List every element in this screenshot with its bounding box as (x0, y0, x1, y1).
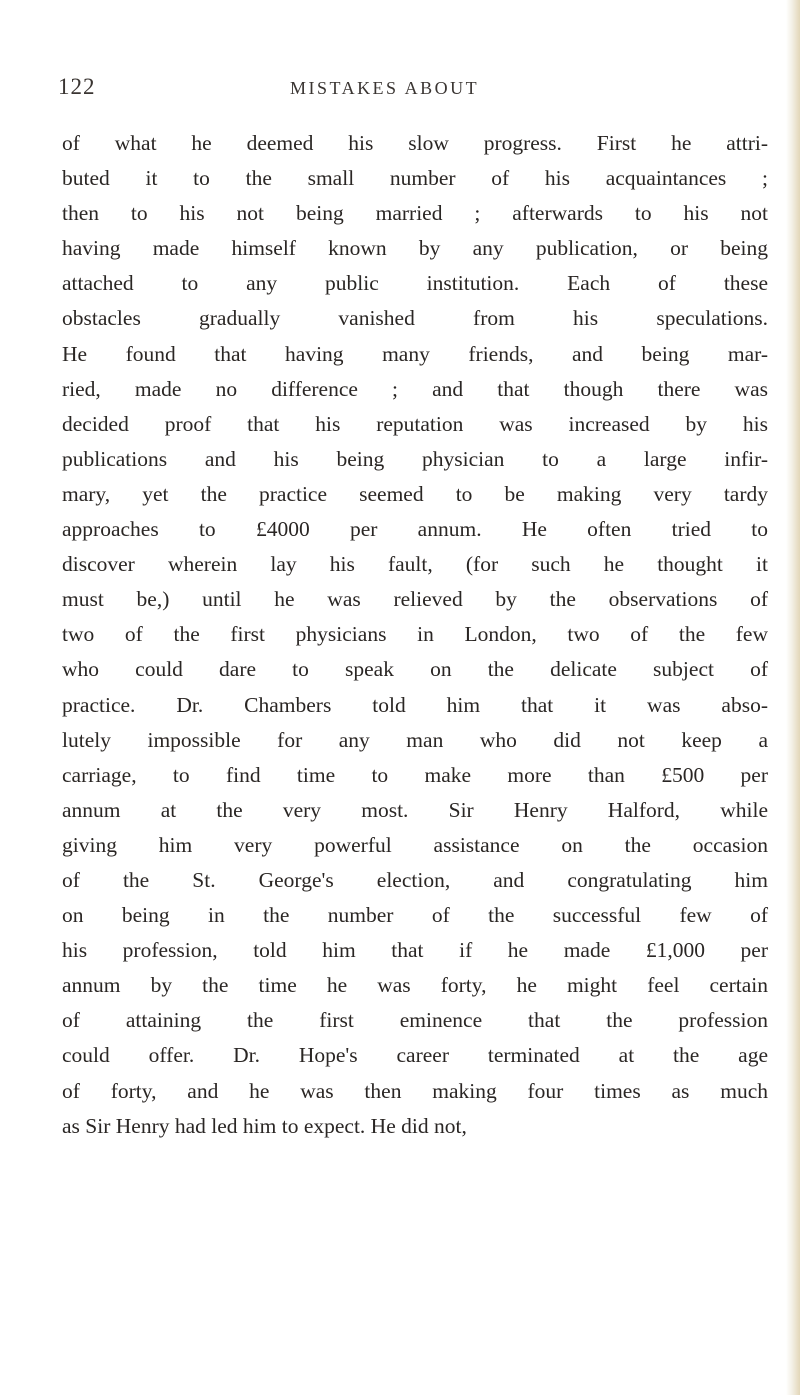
text-line: of attaining the first eminence that the profession (62, 1008, 768, 1033)
text-line: publications and his being physician to a large infir- (62, 446, 768, 471)
text-line: annum at the very most. Sir Henry Halford, while (62, 797, 768, 822)
text-line: on being in the number of the successful few of (62, 903, 768, 928)
text-line: of the St. George's election, and congratulating him (62, 867, 768, 892)
text-line: ried, made no difference ; and that though there was (62, 376, 768, 401)
text-line: then to his not being married ; afterwards to his not (62, 201, 768, 226)
text-line: having made himself known by any publication, or being (62, 236, 768, 261)
page-header (58, 70, 748, 110)
text-line: of forty, and he was then making four times as much (62, 1078, 768, 1103)
text-line: of what he deemed his slow progress. First he attri- (62, 131, 768, 155)
page-edge (786, 0, 800, 1395)
text-line: He found that having many friends, and being mar- (62, 341, 768, 366)
text-line: his profession, told him that if he made £1,000 per (62, 938, 768, 963)
text-line: annum by the time he was forty, he might feel certain (62, 973, 768, 998)
text-line: approaches to £4000 per annum. He often tried to (62, 517, 768, 542)
text-line: discover wherein lay his fault, (for such he thought it (62, 552, 768, 577)
text-line: practice. Dr. Chambers told him that it was abso- (62, 692, 768, 717)
text-line: who could dare to speak on the delicate subject of (62, 657, 768, 682)
text-line: could offer. Dr. Hope's career terminated at the age (62, 1043, 768, 1068)
text-line: buted it to the small number of his acquaintances ; (62, 166, 768, 191)
text-line: decided proof that his reputation was increased by his (62, 411, 768, 436)
text-line: attached to any public institution. Each of these (62, 271, 768, 296)
body-text (62, 126, 768, 1144)
text-line: must be,) until he was relieved by the observations of (62, 587, 768, 612)
running-head: MISTAKES ABOUT (290, 78, 480, 98)
text-line: two of the first physicians in London, two of the few (62, 622, 768, 647)
text-line: as Sir Henry had led him to expect. He did not, (62, 1113, 467, 1138)
text-line: mary, yet the practice seemed to be making very tardy (62, 481, 768, 506)
text-line: carriage, to find time to make more than £500 per (62, 762, 768, 787)
text-line: giving him very powerful assistance on the occasion (62, 832, 768, 857)
text-line: obstacles gradually vanished from his speculations. (62, 306, 768, 331)
page-number: 122 (58, 74, 96, 99)
text-line: lutely impossible for any man who did not keep a (62, 727, 768, 752)
